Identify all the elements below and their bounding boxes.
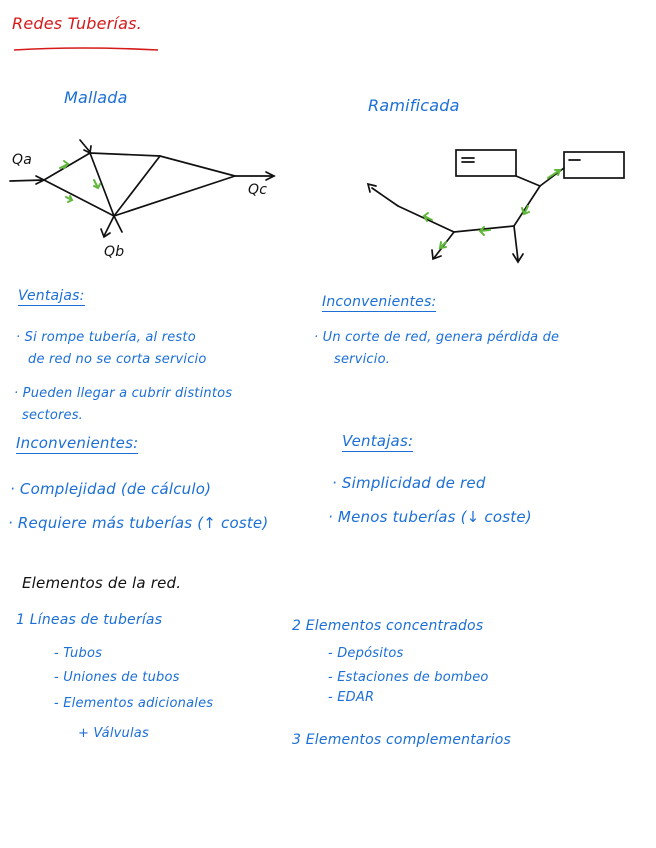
- group2-item: - EDAR: [328, 690, 375, 705]
- page-title: Redes Tuberías.: [12, 14, 142, 33]
- left-inconvenientes-item: · Complejidad (de cálculo): [10, 480, 212, 498]
- left-ventajas-item: · Pueden llegar a cubrir distintos: [14, 386, 233, 401]
- left-ventajas-item: sectores.: [22, 408, 84, 423]
- qc-label: Qc: [248, 182, 268, 198]
- group1-item: - Elementos adicionales: [54, 696, 214, 711]
- group2-title: 2 Elementos concentrados: [292, 618, 484, 634]
- right-inconvenientes-item: · Un corte de red, genera pérdida de: [314, 330, 560, 345]
- left-ventajas-item: · Si rompe tubería, al resto: [16, 330, 196, 345]
- qa-label: Qa: [12, 152, 32, 168]
- tank-icon: [456, 150, 516, 176]
- group2-item: - Depósitos: [328, 646, 404, 661]
- flow-arrow-icon: [548, 170, 560, 178]
- left-inconvenientes-item: · Requiere más tuberías (↑ coste): [8, 514, 269, 532]
- right-inconvenientes-item: servicio.: [334, 352, 391, 367]
- right-ventajas-item: · Simplicidad de red: [332, 474, 486, 492]
- group1-title: 1 Líneas de tuberías: [16, 612, 163, 628]
- left-ventajas-heading: Ventajas:: [18, 288, 85, 304]
- group1-item: - Tubos: [54, 646, 103, 661]
- left-ventajas-item: de red no se corta servicio: [28, 352, 207, 367]
- group3-title: 3 Elementos complementarios: [292, 732, 512, 748]
- tank-icon: [564, 152, 624, 178]
- qb-label: Qb: [104, 244, 125, 260]
- flow-arrow-icon: [440, 242, 446, 248]
- right-ventajas-heading: Ventajas:: [342, 432, 414, 450]
- right-ventajas-item: · Menos tuberías (↓ coste): [328, 508, 532, 526]
- group2-item: - Estaciones de bombeo: [328, 670, 489, 685]
- group1-item: + Válvulas: [78, 726, 149, 741]
- right-inconvenientes-heading: Inconvenientes:: [322, 294, 437, 310]
- group1-item: - Uniones de tubos: [54, 670, 180, 685]
- mallada-heading: Mallada: [64, 88, 128, 107]
- ramificada-heading: Ramificada: [368, 96, 460, 115]
- left-inconvenientes-heading: Inconvenientes:: [16, 434, 139, 452]
- elementos-heading: Elementos de la red.: [22, 574, 182, 592]
